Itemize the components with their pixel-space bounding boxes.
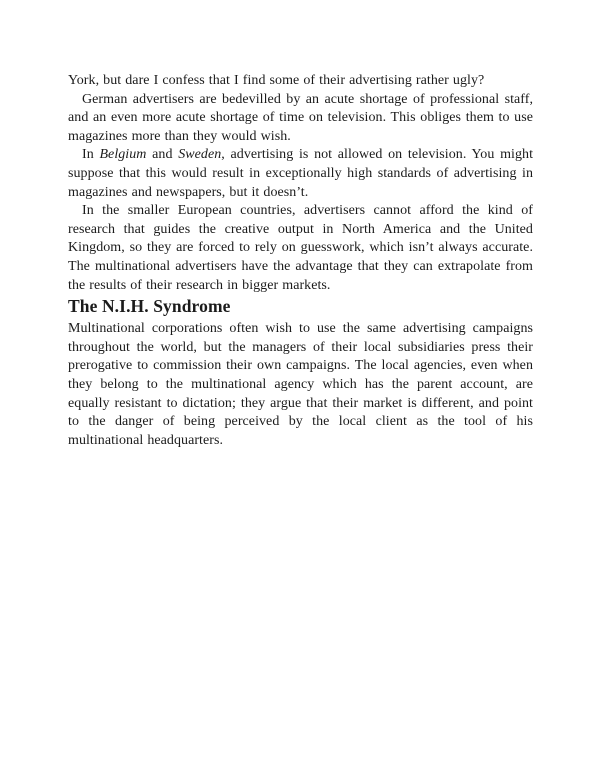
paragraph-german-advertisers: German advertisers are bedevilled by an acute shortage of professional staff, and an even more acute shortage of time on television. This obliges them to use magazines more than they would wish. (68, 91, 533, 144)
text-block (68, 72, 533, 450)
paragraph-continuation: York, but dare I confess that I find some of their advertising rather ugly? (68, 73, 485, 88)
section-heading: The N.I.H. Syndrome (68, 296, 231, 317)
paragraph-belgium-sweden: In Belgium and Sweden, advertising is not allowed on television. You might suppose that this would result in exceptionally high standards of advertising in magazines and newspapers, but it doesn’t. (68, 147, 534, 200)
paragraph-nih-syndrome: Multinational corporations often wish to use the same advertising campaigns throughout the world, but the managers of their local subsidiaries press their prerogative to commission their own campaigns. The local agencies, even when they belong to the multinational agency which has the parent account, are equally resistant to dictation; they argue that their market is different, and point to the danger of being perceived by the local client as the tool of his multinational headquarters. (68, 321, 533, 448)
paragraph-smaller-countries: In the smaller European countries, advertisers cannot afford the kind of research that guides the creative output in North America and the United Kingdom, so they are forced to rely on guesswork, which isn’t always accurate. The multinational advertisers have the advantage that they can extrapolate from the results of their research in bigger markets. (68, 203, 533, 293)
